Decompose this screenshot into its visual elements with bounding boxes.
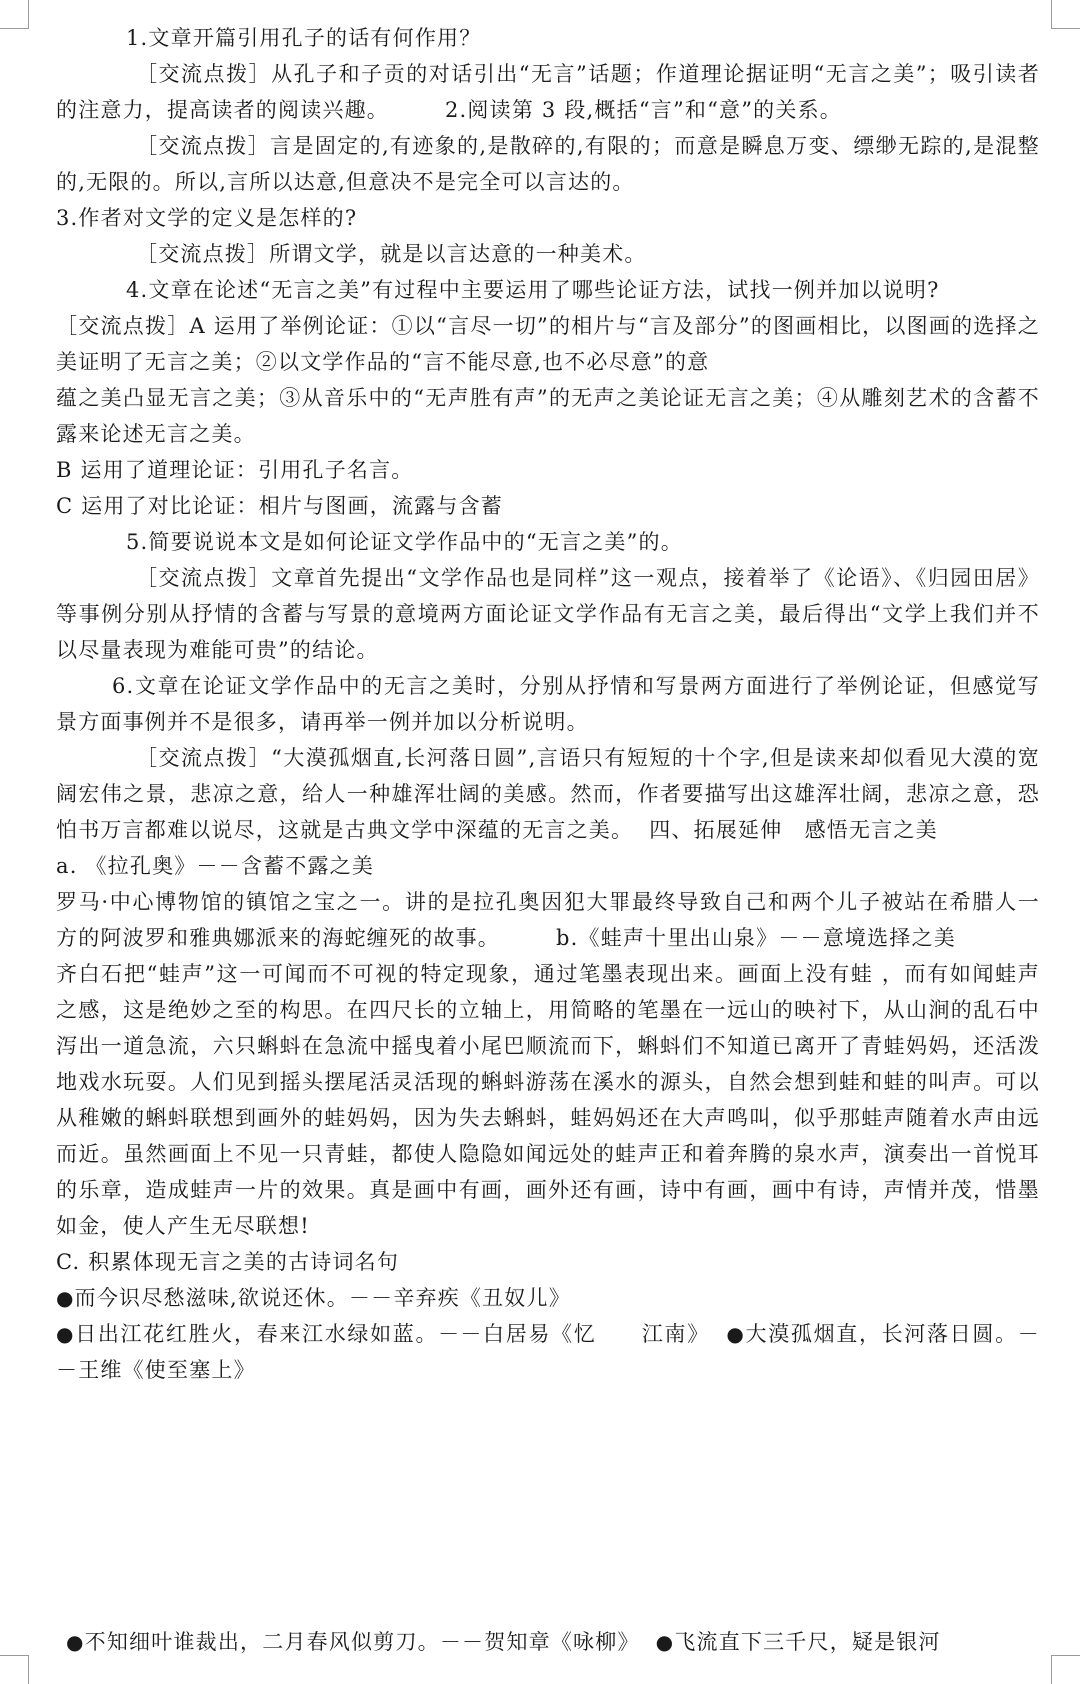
bullet-icon: ●: [66, 1630, 85, 1654]
answer-4-a-part2: 蕴之美凸显无言之美；③从音乐中的“无声胜有声”的无声之美论证无言之美；④从雕刻艺术的含蓄不露来论述无言之美。: [56, 386, 1040, 446]
question-4: 4.文章在论述“无言之美”有过程中主要运用了哪些论证方法，试找一例并加以说明?: [126, 278, 940, 302]
answer-1: ［交流点拨］从孔子和子贡的对话引出“无言”话题；作道理论据证明“无言之美”；吸引读者的注意力，提高读者的阅读兴趣。: [56, 62, 1040, 122]
section-heading: 四、拓展延伸 感悟无言之美: [649, 818, 938, 842]
extension-a-text: 罗马·中心博物馆的镇馆之宝之一。讲的是拉孔奥因犯大罪最终导致自己和两个儿子被站在希腊人一方的阿波罗和雅典娜派来的海蛇缠死的故事。 b.《蛙声十里出山泉》－－意境选择之美: [56, 890, 1040, 950]
extension-a-title: a. 《拉孔奥》－－含蓄不露之美: [56, 854, 375, 878]
page-corner-mark: [0, 1655, 29, 1684]
answer-2: ［交流点拨］言是固定的,有迹象的,是散碎的,有限的；而意是瞬息万变、缥缈无踪的,是混整的,无限的。所以,言所以达意,但意决不是完全可以言达的。: [56, 134, 1040, 194]
question-5: 5.简要说说本文是如何论证文学作品中的“无言之美”的。: [126, 530, 683, 554]
bullet-icon: ●: [56, 1286, 75, 1310]
question-3: 3.作者对文学的定义是怎样的?: [56, 206, 358, 230]
answer-3: ［交流点拨］所谓文学，就是以言达意的一种美术。: [136, 242, 647, 266]
answer-6: ［交流点拨］“大漠孤烟直,长河落日圆”,言语只有短短的十个字,但是读来却似看见大漠的宽阔宏伟之景，悲凉之意，给人一种雄浑壮阔的美感。然而，作者要描写出这雄浑壮阔，悲凉之意，恐怕书万言都难以说尽，这就是古典文学中深蕴的无言之美。 四、拓展延伸 感悟无言之美: [56, 746, 1040, 842]
answer-4-c: C 运用了对比论证：相片与图画，流露与含蓄: [56, 494, 503, 518]
question-6: 6.文章在论证文学作品中的无言之美时，分别从抒情和写景两方面进行了举例论证，但感觉写景方面事例并不是很多，请再举一例并加以分析说明。: [56, 674, 1040, 734]
extension-c-title: C. 积累体现无言之美的古诗词名句: [56, 1250, 400, 1274]
question-1: 1.文章开篇引用孔子的话有何作用？: [126, 26, 482, 50]
bullet-icon: ●: [655, 1630, 675, 1654]
poem-line: ●日出江花红胜火，春来江水绿如蓝。－－白居易《忆 江南》 ●大漠孤烟直，长河落日圆。－－王维《使至塞上》: [56, 1322, 1040, 1382]
question-2: 2.阅读第 3 段,概括“言”和“意”的关系。: [445, 98, 842, 122]
answer-1-with-question-2: [56, 56, 1040, 128]
poem-line: ●而今识尽愁滋味,欲说还休。－－辛弃疾《丑奴儿》: [56, 1286, 571, 1310]
page-corner-mark: [0, 0, 29, 29]
bullet-icon: ●: [725, 1322, 746, 1346]
page-corner-mark: [1051, 0, 1080, 29]
poem-line-bottom: ●不知细叶谁裁出，二月春风似剪刀。－－贺知章《咏柳》 ●飞流直下三千尺，疑是银河: [66, 1630, 941, 1654]
answer-4-a-part1: ［交流点拨］A 运用了举例论证：①以“言尽一切”的相片与“言及部分”的图画相比，以图画的选择之美证明了无言之美；②以文学作品的“言不能尽意,也不必尽意”的意: [56, 314, 1040, 374]
page-corner-mark: [1051, 1655, 1080, 1684]
extension-b-text: 齐白石把“蛙声”这一可闻而不可视的特定现象，通过笔墨表现出来。画面上没有蛙 ，而有如闻蛙声之感，这是绝妙之至的构思。在四尺长的立轴上，用简略的笔墨在一远山的映衬下，从山涧的乱石中泻出一道急流，六只蝌蚪在急流中摇曳着小尾巴顺流而下，蝌蚪们不知道已离开了青蛙妈妈，还活泼地戏水玩耍。人们见到摇头摆尾活灵活现的蝌蚪游荡在溪水的源头，自然会想到蛙和蛙的叫声。可以从稚嫩的蝌蚪联想到画外的蛙妈妈，因为失去蝌蚪，蛙妈妈还在大声鸣叫，似乎那蛙声随着水声由远而近。虽然画面上不见一只青蛙，都使人隐隐如闻远处的蛙声正和着奔腾的泉水声，演奏出一首悦耳的乐章，造成蛙声一片的效果。真是画中有画，画外还有画，诗中有画，画中有诗，声情并茂，惜墨如金，使人产生无尽联想!: [56, 962, 1040, 1238]
bullet-icon: ●: [56, 1322, 76, 1346]
extension-b-title: b.《蛙声十里出山泉》－－意境选择之美: [556, 926, 956, 950]
document-page: [56, 20, 1040, 1388]
answer-4-b: B 运用了道理论证：引用孔子名言。: [56, 458, 414, 482]
answer-5: ［交流点拨］文章首先提出“文学作品也是同样”这一观点，接着举了《论语》、《归园田居》等事例分别从抒情的含蓄与写景的意境两方面论证文学作品有无言之美，最后得出“文学上我们并不以尽量表现为难能可贵”的结论。: [56, 566, 1040, 662]
